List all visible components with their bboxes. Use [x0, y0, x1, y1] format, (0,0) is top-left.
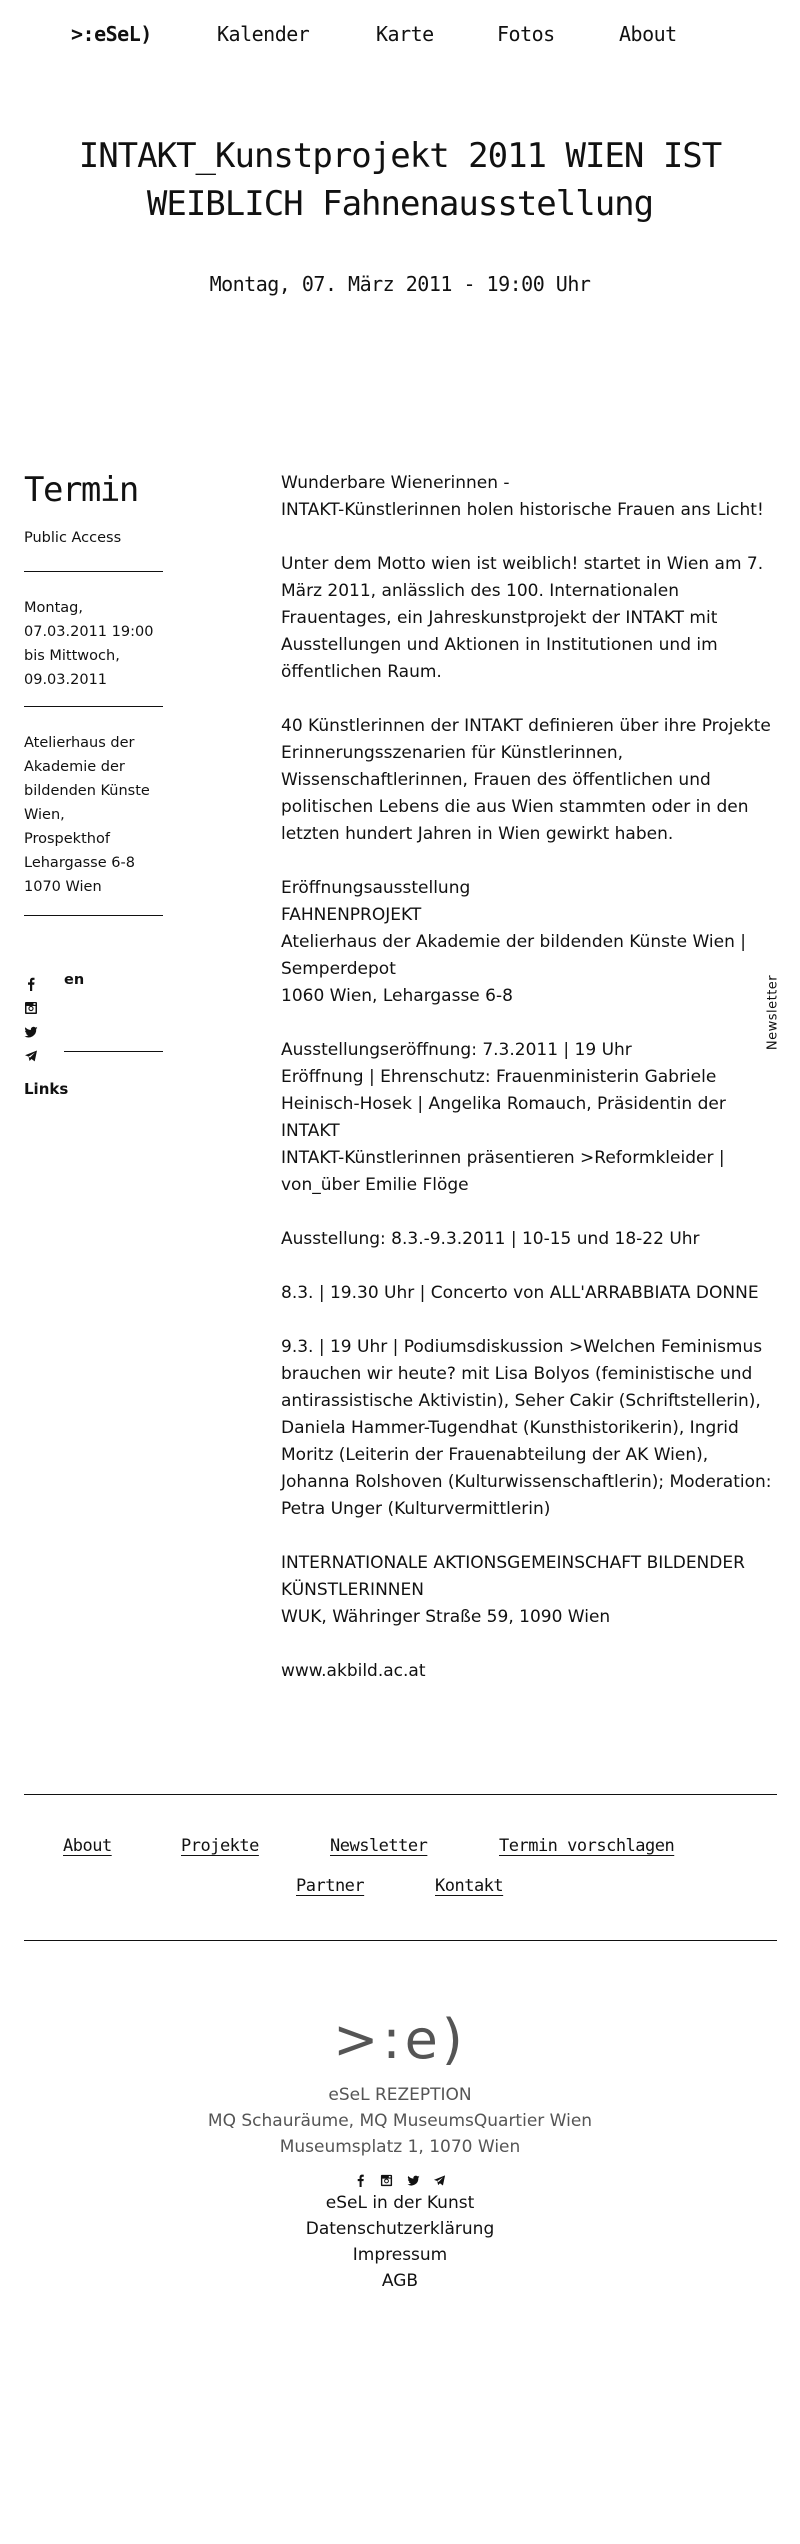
- address-line: Lehargasse 6-8: [24, 855, 135, 871]
- footer-link-esel-in-der-kunst[interactable]: eSeL in der Kunst: [325, 2193, 475, 2213]
- share-icons: [24, 976, 44, 1072]
- paragraph: [281, 1550, 781, 1631]
- legal-links: [0, 2190, 800, 2294]
- paragraph: [281, 875, 781, 1010]
- text-line: Unter dem Motto wien ist weiblich! startet in Wien am 7. März 2011, anlässlich des 100. Internationalen Frauentages, ein Jahreskunstprojekt der INTAKT mit Ausstellungen und Aktionen in Institutionen und im öffentlichen Raum.: [281, 554, 764, 682]
- address-line: bildenden Künste: [24, 783, 150, 799]
- address-line: 1070 Wien: [24, 879, 102, 895]
- text-line: Eröffnungsausstellung: [281, 878, 471, 898]
- event-sidebar: [24, 470, 164, 916]
- top-navigation: [0, 22, 800, 52]
- footer-link-newsletter[interactable]: Newsletter: [330, 1836, 428, 1856]
- text-line: Eröffnung | Ehrenschutz: Frauenministerin Gabriele Heinisch-Hosek | Angelika Romauch, Präsidentin der INTAKT: [281, 1067, 726, 1141]
- footer-social-icons: [0, 2168, 800, 2188]
- paragraph: [281, 1280, 781, 1307]
- instagram-icon[interactable]: [24, 1000, 38, 1014]
- newsletter-tab[interactable]: [761, 975, 781, 1055]
- text-line: 8.3. | 19.30 Uhr | Concerto von ALL'ARRABBIATA DONNE: [281, 1283, 759, 1303]
- footer-link-impressum[interactable]: Impressum: [352, 2245, 448, 2265]
- date-line: 07.03.2011 19:00: [24, 624, 154, 640]
- twitter-icon[interactable]: [407, 2172, 420, 2185]
- address-line: Prospekthof: [24, 831, 110, 847]
- twitter-icon[interactable]: [24, 1024, 38, 1038]
- telegram-icon[interactable]: [24, 1048, 38, 1062]
- access-label: Public Access: [24, 530, 122, 546]
- text-line: Atelierhaus der Akademie der bildenden Künste Wien | Semperdepot: [281, 932, 747, 979]
- footer-address: [0, 2082, 800, 2160]
- venue-address: [24, 731, 164, 899]
- divider: [24, 1940, 777, 1941]
- paragraph: [281, 1037, 781, 1199]
- paragraph: [281, 470, 781, 524]
- divider: [24, 571, 163, 572]
- text-line: INTAKT-Künstlerinnen holen historische Frauen ans Licht!: [281, 500, 764, 520]
- text-line: 40 Künstlerinnen der INTAKT definieren über ihre Projekte Erinnerungsszenarien für Künstlerinnen, Wissenschaftlerinnen, Frauen des öffentlichen und politischen Lebens die aus Wien stammten oder in den letzten hundert Jahren in Wien gewirkt haben.: [281, 716, 771, 844]
- event-description: [281, 470, 781, 1712]
- text-line: INTERNATIONALE AKTIONSGEMEINSCHAFT BILDENDER KÜNSTLERINNEN: [281, 1553, 745, 1600]
- footer-link-partner[interactable]: Partner: [296, 1876, 365, 1896]
- divider: [24, 1794, 777, 1795]
- event-title: INTAKT_Kunstprojekt 2011 WIEN IST WEIBLICH Fahnenausstellung: [78, 136, 722, 224]
- date-line: bis Mittwoch,: [24, 648, 120, 664]
- date-line: Montag,: [24, 600, 83, 616]
- paragraph: [281, 1226, 781, 1253]
- address-line: eSeL REZEPTION: [328, 2085, 472, 2105]
- text-line: WUK, Währinger Straße 59, 1090 Wien: [281, 1607, 611, 1627]
- paragraph: [281, 551, 781, 686]
- text-line: Ausstellungseröffnung: 7.3.2011 | 19 Uhr: [281, 1040, 632, 1060]
- text-line: Wunderbare Wienerinnen -: [281, 473, 510, 493]
- footer-link-datenschutz[interactable]: Datenschutzerklärung: [305, 2219, 495, 2239]
- footer-link-projekte[interactable]: Projekte: [181, 1836, 259, 1856]
- text-line: 1060 Wien, Lehargasse 6-8: [281, 986, 513, 1006]
- nav-karte[interactable]: Karte: [376, 22, 434, 46]
- text-line: FAHNENPROJEKT: [281, 905, 422, 925]
- termin-heading: Termin: [24, 470, 138, 510]
- nav-kalender[interactable]: Kalender: [217, 22, 310, 46]
- date-line: 09.03.2011: [24, 672, 108, 688]
- telegram-icon[interactable]: [433, 2172, 446, 2185]
- language-switch[interactable]: en: [64, 972, 85, 988]
- instagram-icon[interactable]: [380, 2172, 393, 2185]
- address-line: Museumsplatz 1, 1070 Wien: [279, 2137, 521, 2157]
- nav-about[interactable]: About: [619, 22, 677, 46]
- address-line: Wien,: [24, 807, 65, 823]
- footer-link-termin-vorschlagen[interactable]: Termin vorschlagen: [499, 1836, 675, 1856]
- links-heading: Links: [24, 1080, 69, 1098]
- divider: [24, 706, 163, 707]
- site-logo[interactable]: >:eSeL): [71, 22, 152, 46]
- facebook-icon[interactable]: [24, 976, 38, 990]
- text-line: INTAKT-Künstlerinnen präsentieren >Reformkleider | von_über Emilie Flöge: [281, 1148, 725, 1195]
- event-dates: [24, 596, 164, 692]
- address-line: MQ Schauräume, MQ MuseumsQuartier Wien: [207, 2111, 593, 2131]
- text-line: 9.3. | 19 Uhr | Podiumsdiskussion >Welchen Feminismus brauchen wir heute? mit Lisa Bolyos (feministische und antirassistische Aktivistin), Seher Cakir (Schriftstellerin), Daniela Hammer-Tugendhat (Kunsthistorikerin), Ingrid Moritz (Leiterin der Frauenabteilung der AK Wien), Johanna Rolshoven (Kulturwissenschaftlerin); Moderation: Petra Unger (Kulturvermittlerin): [281, 1337, 772, 1519]
- footer-logo: >:e): [333, 2008, 467, 2071]
- nav-fotos[interactable]: Fotos: [497, 22, 555, 46]
- footer-link-agb[interactable]: AGB: [381, 2271, 419, 2291]
- paragraph: [281, 1334, 781, 1523]
- footer-link-kontakt[interactable]: Kontakt: [435, 1876, 504, 1896]
- facebook-icon[interactable]: [354, 2172, 367, 2185]
- footer-link-about[interactable]: About: [63, 1836, 112, 1856]
- site-footer: [0, 2008, 800, 2294]
- text-line: Ausstellung: 8.3.-9.3.2011 | 10-15 und 18-22 Uhr: [281, 1229, 700, 1249]
- paragraph: [281, 713, 781, 848]
- divider: [64, 1051, 163, 1052]
- divider: [24, 915, 163, 916]
- newsletter-tab-label: Newsletter: [765, 974, 781, 1051]
- paragraph: [281, 1658, 781, 1685]
- event-date: Montag, 07. März 2011 - 19:00 Uhr: [209, 272, 591, 296]
- address-line: Akademie der: [24, 759, 125, 775]
- website-link[interactable]: www.akbild.ac.at: [281, 1661, 426, 1681]
- address-line: Atelierhaus der: [24, 735, 135, 751]
